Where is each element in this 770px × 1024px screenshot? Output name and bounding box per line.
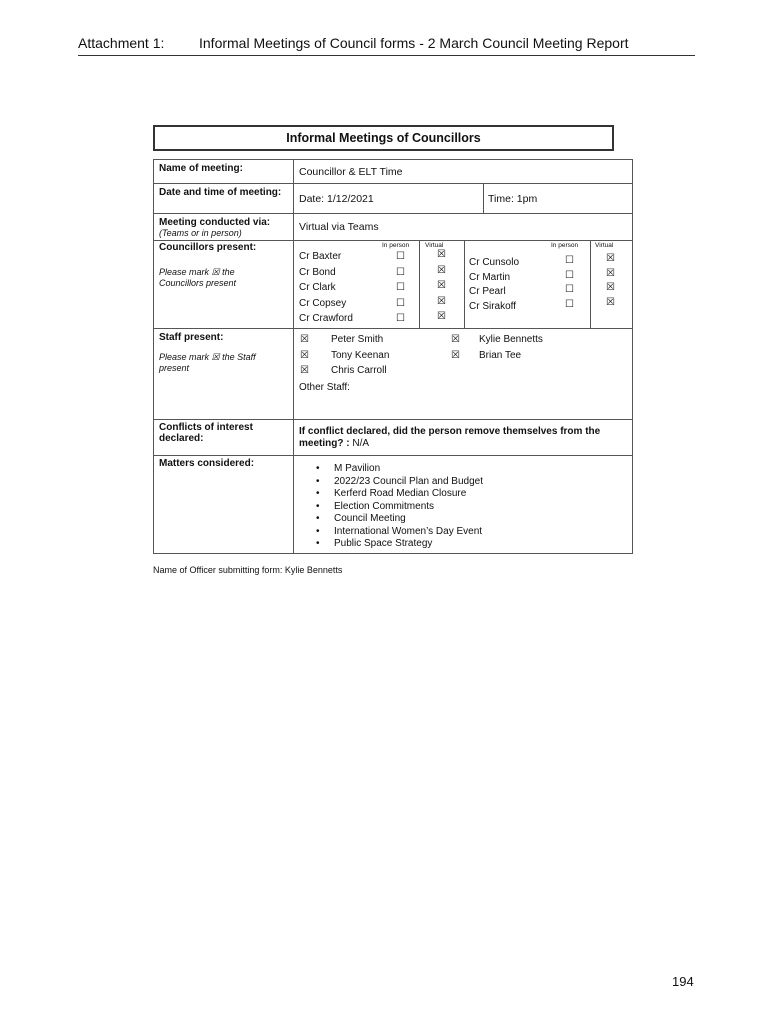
staff-name: Kylie Bennetts bbox=[479, 334, 543, 345]
meeting-form-table bbox=[153, 159, 633, 554]
councillor-name: Cr Bond bbox=[299, 266, 336, 278]
virtual-checkbox: ☒ bbox=[437, 295, 446, 307]
officer-note: Name of Officer submitting form: Kylie Bennetts bbox=[153, 565, 343, 575]
in-person-checkbox: ☐ bbox=[565, 299, 574, 311]
time-value: Time: 1pm bbox=[488, 193, 538, 205]
matters-list bbox=[294, 463, 483, 551]
in-person-checkbox: ☐ bbox=[396, 313, 405, 324]
conflicts-row bbox=[154, 420, 632, 456]
staff-name: Tony Keenan bbox=[331, 349, 390, 361]
staff-sublabel: Please mark ☒ the Staff present bbox=[159, 352, 256, 373]
virtual-checkbox: ☒ bbox=[437, 264, 446, 276]
header-title: Informal Meetings of Council forms - 2 March Council Meeting Report bbox=[199, 35, 629, 51]
page-number: 194 bbox=[672, 974, 694, 989]
in-person-checkbox: ☐ bbox=[396, 297, 405, 309]
virtual-checkbox: ☒ bbox=[606, 297, 615, 309]
right-col-virtual: Virtual bbox=[595, 242, 614, 249]
other-staff-label: Other Staff: bbox=[299, 382, 350, 393]
matter-item: • International Women’s Day Event bbox=[294, 526, 483, 539]
conflicts-question: If conflict declared, did the person remove themselves from the meeting? : N/A bbox=[299, 426, 601, 449]
councillor-name: Cr Baxter bbox=[299, 251, 342, 262]
in-person-checkbox: ☐ bbox=[396, 251, 405, 262]
councillors-sublabel: Please mark ☒ the Councillors present bbox=[159, 267, 237, 288]
meeting-name-value: Councillor & ELT Time bbox=[299, 166, 403, 178]
matter-item: • Election Commitments bbox=[294, 501, 483, 514]
date-time-label: Date and time of meeting: bbox=[154, 184, 294, 213]
conducted-label: Meeting conducted via: (Teams or in person) bbox=[154, 214, 294, 240]
councillor-name: Cr Crawford bbox=[299, 313, 353, 324]
virtual-checkbox: ☒ bbox=[437, 311, 446, 322]
councillor-name: Cr Sirakoff bbox=[469, 301, 517, 313]
councillor-name: Cr Copsey bbox=[299, 297, 347, 309]
matters-row bbox=[154, 456, 632, 553]
virtual-checkbox: ☒ bbox=[606, 282, 615, 294]
right-col-divider bbox=[590, 241, 591, 328]
matters-label: Matters considered: bbox=[154, 456, 294, 553]
virtual-checkbox: ☒ bbox=[606, 253, 615, 264]
staff-checkbox: ☒ bbox=[300, 365, 309, 376]
conducted-sublabel: (Teams or in person) bbox=[159, 228, 242, 238]
staff-name: Peter Smith bbox=[331, 334, 384, 345]
left-col-virtual: Virtual bbox=[425, 242, 444, 249]
conducted-value: Virtual via Teams bbox=[299, 221, 379, 233]
form-title: Informal Meetings of Councillors bbox=[153, 125, 614, 151]
staff-name: Brian Tee bbox=[479, 349, 522, 361]
staff-name: Chris Carroll bbox=[331, 365, 387, 376]
matters-list-wrapper bbox=[294, 463, 483, 551]
staff-checkbox: ☒ bbox=[300, 349, 309, 361]
date-value: Date: 1/12/2021 bbox=[299, 193, 374, 205]
staff-checkbox: ☒ bbox=[451, 349, 460, 361]
conducted-row bbox=[154, 214, 632, 241]
councillor-name: Cr Martin bbox=[469, 271, 511, 283]
in-person-checkbox: ☐ bbox=[396, 266, 405, 278]
councillor-name: Cr Cunsolo bbox=[469, 257, 520, 268]
date-time-row bbox=[154, 184, 632, 214]
staff-row bbox=[154, 329, 632, 420]
middle-divider bbox=[464, 241, 465, 328]
staff-label: Staff present: Please mark ☒ the Staff present bbox=[154, 329, 294, 419]
virtual-checkbox: ☒ bbox=[606, 267, 615, 279]
right-col-in-person: In person bbox=[551, 242, 579, 249]
matter-item: • 2022/23 Council Plan and Budget bbox=[294, 476, 483, 489]
in-person-checkbox: ☐ bbox=[396, 282, 405, 293]
conflicts-label: Conflicts of interest declared: bbox=[154, 420, 294, 455]
councillor-name: Cr Pearl bbox=[469, 286, 506, 298]
virtual-checkbox: ☒ bbox=[437, 280, 446, 291]
councillors-row bbox=[154, 241, 632, 329]
meeting-name-row bbox=[154, 160, 632, 184]
conflicts-answer: N/A bbox=[352, 438, 370, 449]
attachment-label: Attachment 1: bbox=[78, 35, 165, 51]
in-person-checkbox: ☐ bbox=[565, 284, 574, 296]
date-time-divider bbox=[483, 184, 484, 213]
staff-checkbox: ☒ bbox=[451, 334, 460, 345]
in-person-checkbox: ☐ bbox=[565, 269, 574, 281]
page-header bbox=[78, 33, 695, 56]
matter-item: • Kerferd Road Median Closure bbox=[294, 488, 483, 501]
meeting-name-label: Name of meeting: bbox=[154, 160, 294, 183]
staff-checkbox: ☒ bbox=[300, 334, 309, 345]
in-person-checkbox: ☐ bbox=[565, 255, 574, 266]
councillor-name: Cr Clark bbox=[299, 282, 336, 293]
left-col-in-person: In person bbox=[382, 242, 410, 249]
left-col-divider bbox=[419, 241, 420, 328]
councillors-label: Councillors present: Please mark ☒ the Councillors present bbox=[154, 241, 294, 328]
virtual-checkbox: ☒ bbox=[437, 249, 446, 260]
matter-item: • Public Space Strategy bbox=[294, 538, 483, 551]
matter-item: • M Pavilion bbox=[294, 463, 483, 476]
matter-item: • Council Meeting bbox=[294, 513, 483, 526]
